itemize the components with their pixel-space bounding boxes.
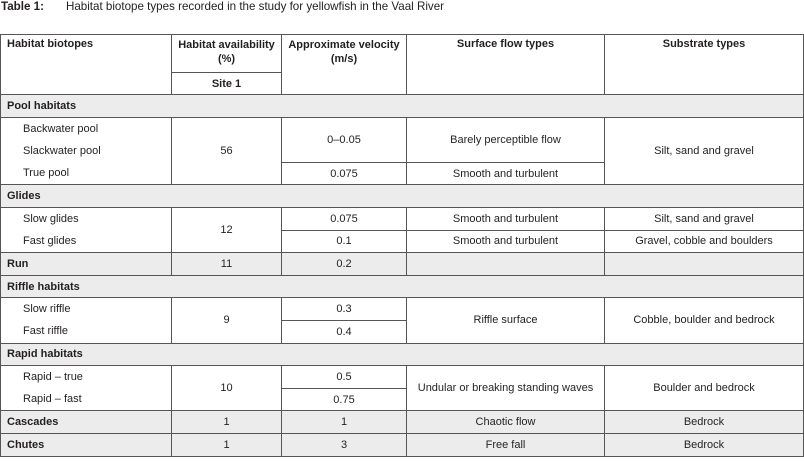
header-row	[1, 35, 804, 73]
cell-riffle-velocity-fast: 0.4	[282, 320, 407, 343]
group-row-chutes	[1, 433, 804, 456]
header-velocity	[282, 35, 407, 95]
cell-rapid-availability: 10	[172, 366, 282, 411]
cell-run-substrate	[605, 253, 804, 276]
cell-chutes-velocity: 3	[282, 433, 407, 456]
cell-chutes-flow: Free fall	[407, 433, 605, 456]
cell-rapid-velocity-true: 0.5	[282, 366, 407, 389]
cell-pool-velocity-a: 0–0.05	[282, 117, 407, 162]
cell-chutes-availability: 1	[172, 433, 282, 456]
group-label-cascades: Cascades	[1, 411, 172, 434]
table-row	[1, 298, 804, 321]
cell-cascades-velocity: 1	[282, 411, 407, 434]
cell-rapid-substrate: Boulder and bedrock	[605, 366, 804, 411]
cell-rapid-flow: Undular or breaking standing waves	[407, 366, 605, 411]
cell-cascades-flow: Chaotic flow	[407, 411, 605, 434]
group-row-riffle	[1, 275, 804, 298]
cell-run-velocity: 0.2	[282, 253, 407, 276]
group-label-run: Run	[1, 253, 172, 276]
cell-pool-substrate: Silt, sand and gravel	[605, 117, 804, 185]
cell-pool-flow-a: Barely perceptible flow	[407, 117, 605, 162]
row-label-slackwater: Slackwater pool	[1, 140, 172, 163]
cell-pool-flow-b: Smooth and turbulent	[407, 162, 605, 185]
group-row-glides	[1, 185, 804, 208]
group-row-rapid	[1, 343, 804, 366]
cell-run-flow	[407, 253, 605, 276]
cell-rapid-velocity-fast: 0.75	[282, 388, 407, 411]
cell-pool-velocity-b: 0.075	[282, 162, 407, 185]
cell-glides-velocity-slow: 0.075	[282, 207, 407, 230]
row-label-backwater: Backwater pool	[1, 117, 172, 140]
table-row	[1, 117, 804, 140]
cell-riffle-flow: Riffle surface	[407, 298, 605, 343]
cell-glides-substrate-fast: Gravel, cobble and boulders	[605, 230, 804, 253]
group-label-rapid: Rapid habitats	[1, 343, 804, 366]
cell-glides-substrate-slow: Silt, sand and gravel	[605, 207, 804, 230]
group-label-riffle: Riffle habitats	[1, 275, 804, 298]
row-label-slow-riffle: Slow riffle	[1, 298, 172, 321]
cell-cascades-availability: 1	[172, 411, 282, 434]
cell-riffle-substrate: Cobble, boulder and bedrock	[605, 298, 804, 343]
group-label-glides: Glides	[1, 185, 804, 208]
caption-label: Table 1:	[1, 0, 44, 13]
cell-pool-availability: 56	[172, 117, 282, 185]
cell-riffle-velocity-slow: 0.3	[282, 298, 407, 321]
group-row-pool	[1, 95, 804, 118]
cell-run-availability: 11	[172, 253, 282, 276]
table-row	[1, 230, 804, 253]
cell-glides-flow-slow: Smooth and turbulent	[407, 207, 605, 230]
cell-glides-velocity-fast: 0.1	[282, 230, 407, 253]
header-biotopes: Habitat biotopes	[1, 35, 172, 95]
cell-riffle-availability: 9	[172, 298, 282, 343]
table-row	[1, 207, 804, 230]
header-flow: Surface flow types	[407, 35, 605, 95]
row-label-fast-riffle: Fast riffle	[1, 320, 172, 343]
header-substrate: Substrate types	[605, 35, 804, 95]
header-site: Site 1	[172, 73, 282, 95]
group-label-pool: Pool habitats	[1, 95, 804, 118]
cell-cascades-substrate: Bedrock	[605, 411, 804, 434]
group-label-chutes: Chutes	[1, 433, 172, 456]
table-caption	[1, 0, 444, 16]
cell-chutes-substrate: Bedrock	[605, 433, 804, 456]
cell-glides-flow-fast: Smooth and turbulent	[407, 230, 605, 253]
row-label-rapid-fast: Rapid – fast	[1, 388, 172, 411]
row-label-fast-glides: Fast glides	[1, 230, 172, 253]
header-availability	[172, 35, 282, 73]
row-label-rapid-true: Rapid – true	[1, 366, 172, 389]
caption-text: Habitat biotope types recorded in the study for yellowfish in the Vaal River	[65, 0, 445, 13]
table-row	[1, 366, 804, 389]
row-label-slow-glides: Slow glides	[1, 207, 172, 230]
header-availability-line1: Habitat availability	[178, 39, 275, 51]
group-row-cascades	[1, 411, 804, 434]
header-velocity-line1: Approximate velocity	[288, 39, 400, 51]
header-availability-line2: (%)	[217, 53, 236, 65]
header-velocity-line2: (m/s)	[330, 53, 358, 65]
habitat-table	[0, 34, 804, 457]
cell-glides-availability: 12	[172, 207, 282, 252]
group-row-run	[1, 253, 804, 276]
row-label-true-pool: True pool	[1, 162, 172, 185]
